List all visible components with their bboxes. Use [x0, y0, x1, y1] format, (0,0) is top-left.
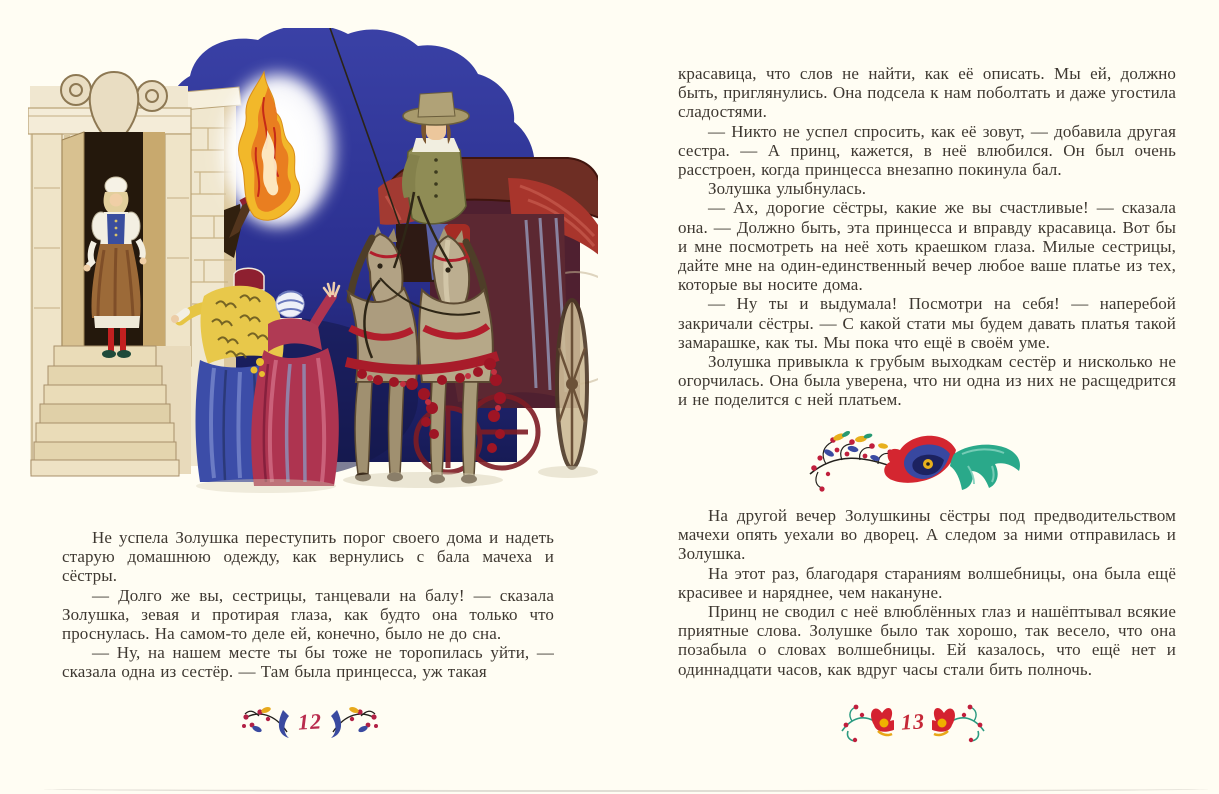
paragraph: Принц не сводил с неё влюблённых глаз и нашёптывал всякие приятные слова. Золушке было так хорошо, так весело, что она позабыла о словах волшебницы. Ей казалось, что ещё нет и одиннадцати часов, как вдруг часы стали бить полночь. — [678, 602, 1176, 679]
right-page-text-top — [678, 64, 1176, 410]
page-number-ornament-left-sprig — [239, 702, 291, 742]
paragraph: красавица, что слов не найти, как её описать. Мы ей, должно быть, приглянулись. Она подсела к нам поболтать и даже угостила сладостями. — [678, 64, 1176, 122]
page-number: 12 — [297, 708, 323, 735]
paragraph: — Ну, на нашем месте ты бы тоже не торопилась уйти, — сказала одна из сестёр. — Там была принцесса, уж такая — [62, 643, 554, 682]
carriage-wheel — [557, 300, 587, 468]
right-page-footer — [828, 700, 998, 744]
paragraph: — Никто не успел спросить, как её зовут, — добавила другая сестра. — А принц, кажется, в неё влюбился. Он был очень расстроен, когда принцесса внезапно покинула бал. — [678, 121, 1176, 180]
paragraph: — Ну ты и выдумала! Посмотри на себя! — наперебой закричали сёстры. — С какой стати мы будем давать платья такой замарашке, как ты. Мы пока что ещё в своём уме. — [678, 294, 1176, 352]
paragraph: На другой вечер Золушкины сёстры под предводительством мачехи опять уехали во дворец. А следом за ними отправилась и Золушка. — [678, 506, 1176, 564]
page-number-ornament-left-sprig — [838, 701, 894, 743]
paragraph: На этот раз, благодаря стараниям волшебницы, она была ещё красивее и наряднее, чем накануне. — [678, 563, 1176, 602]
stone-steps — [31, 346, 179, 476]
page-number: 13 — [900, 708, 926, 735]
page-number-ornament-right-sprig — [329, 702, 381, 742]
open-door — [62, 132, 84, 352]
paragraph: Золушка улыбнулась. — [708, 179, 867, 199]
illustration-cinderella-night-carriage — [28, 28, 598, 503]
page-number-ornament-right-sprig — [932, 701, 988, 743]
paragraph: Золушка привыкла к грубым выходкам сестёр и нисколько не огорчилась. Она была уверена, что ни одна из них не расщедрится и не поделится с ней платьем. — [678, 352, 1176, 410]
divider-ornament — [806, 426, 1026, 502]
paragraph: — Долго же вы, сестрицы, танцевали на балу! — сказала Золушка, зевая и протирая глаза, как будто она только что проснулась. На самом-то деле ей, конечно, было не до сна. — [62, 585, 554, 644]
section-divider — [806, 426, 1026, 502]
left-page-footer — [225, 700, 395, 744]
right-page-text-bottom — [678, 506, 1176, 679]
left-page-text — [62, 528, 554, 682]
paragraph: — Ах, дорогие сёстры, какие же вы счастливые! — сказала она. — Должно быть, эта принцесса и вправду красавица. Вот бы и мне посмотреть на неё хоть краешком глаза. Милые сестрицы, дайте мне на один-единственный вечер любое ваше платье из тех, которые вы носите дома. — [678, 198, 1176, 295]
page-bottom-edge — [44, 786, 1208, 792]
stone-archway — [28, 72, 191, 476]
paragraph: Не успела Золушка переступить порог своего дома и надеть старую домашнюю одежду, как вернулись с бала мачеха и сёстры. — [62, 528, 554, 586]
